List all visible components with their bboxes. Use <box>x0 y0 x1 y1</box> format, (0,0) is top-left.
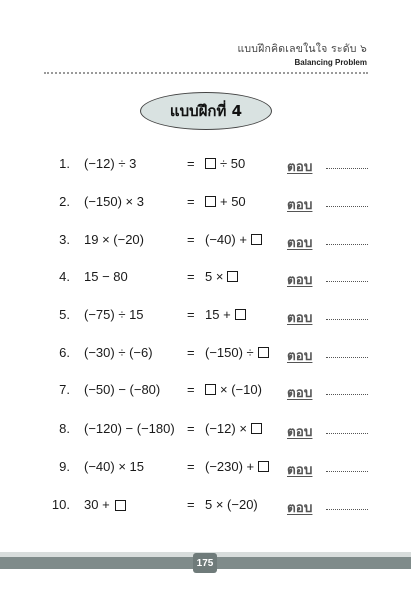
answer-blank-box <box>235 309 246 320</box>
equals-sign: = <box>187 232 195 247</box>
exercise-title: แบบฝึกที่ 4 <box>169 102 243 120</box>
problem-row <box>0 459 411 479</box>
problem-right-side <box>205 421 266 436</box>
answer-blank-box <box>251 423 262 434</box>
equals-sign: = <box>187 421 195 436</box>
problem-right-side <box>205 345 273 360</box>
problem-left-side <box>84 497 126 512</box>
answer-dotted-line <box>326 281 368 282</box>
problem-left-side <box>84 459 144 474</box>
dotted-divider <box>44 72 368 74</box>
problem-right-side <box>205 194 246 209</box>
problem-number: 4. <box>59 269 70 284</box>
problem-number: 1. <box>59 156 70 171</box>
problem-left-side <box>84 269 128 284</box>
problem-row <box>0 497 411 517</box>
problem-left-side <box>84 345 153 360</box>
answer-blank-box <box>258 461 269 472</box>
equals-sign: = <box>187 156 195 171</box>
answer-dotted-line <box>326 319 368 320</box>
problem-number: 3. <box>59 232 70 247</box>
left-expression: (−75) ÷ 15 <box>84 307 144 322</box>
answer-blank-box <box>205 196 216 207</box>
problem-right-side <box>205 459 273 474</box>
answer-dotted-line <box>326 168 368 169</box>
problem-number: 8. <box>59 421 70 436</box>
equals-sign: = <box>187 269 195 284</box>
right-expression-prefix: 15 + <box>205 307 231 322</box>
right-expression-prefix: (−150) ÷ <box>205 345 254 360</box>
answer-dotted-line <box>326 509 368 510</box>
answer-label: ตอบ <box>287 310 313 326</box>
equals-sign: = <box>187 345 195 360</box>
left-expression: (−120) − (−180) <box>84 421 175 436</box>
header-title: แบบฝึกคิดเลขในใจ ระดับ ๖ <box>237 43 367 55</box>
problem-right-side <box>205 156 245 171</box>
right-expression-suffix: × (−10) <box>220 382 262 397</box>
answer-label: ตอบ <box>287 462 313 478</box>
left-expression: (−30) ÷ (−6) <box>84 345 153 360</box>
problem-row <box>0 156 411 176</box>
problem-left-side <box>84 307 144 322</box>
problem-row <box>0 345 411 365</box>
left-expression: (−12) ÷ 3 <box>84 156 137 171</box>
answer-blank-box <box>205 384 216 395</box>
answer-label: ตอบ <box>287 159 313 175</box>
answer-label: ตอบ <box>287 500 313 516</box>
problem-number: 7. <box>59 382 70 397</box>
answer-label: ตอบ <box>287 424 313 440</box>
left-expression: (−150) × 3 <box>84 194 144 209</box>
right-expression-prefix: (−12) × <box>205 421 247 436</box>
right-expression-prefix: 5 × (−20) <box>205 497 258 512</box>
problem-left-side <box>84 232 144 247</box>
answer-blank-box <box>227 271 238 282</box>
header-subtitle: Balancing Problem <box>294 58 367 67</box>
problem-right-side <box>205 269 242 284</box>
equals-sign: = <box>187 497 195 512</box>
page-number: 175 <box>193 553 217 573</box>
answer-label: ตอบ <box>287 272 313 288</box>
answer-blank-box <box>258 347 269 358</box>
problem-row <box>0 194 411 214</box>
answer-label: ตอบ <box>287 235 313 251</box>
problem-row <box>0 269 411 289</box>
problem-left-side <box>84 382 160 397</box>
left-expression: 30 + <box>84 497 110 512</box>
equals-sign: = <box>187 459 195 474</box>
exercise-title-pill <box>140 92 272 130</box>
answer-label: ตอบ <box>287 348 313 364</box>
problem-number: 2. <box>59 194 70 209</box>
answer-dotted-line <box>326 357 368 358</box>
equals-sign: = <box>187 382 195 397</box>
problem-row <box>0 421 411 441</box>
right-expression-suffix: ÷ 50 <box>220 156 246 171</box>
problem-left-side <box>84 194 144 209</box>
left-expression: (−50) − (−80) <box>84 382 161 397</box>
answer-dotted-line <box>326 244 368 245</box>
problem-right-side <box>205 497 262 512</box>
problem-left-side <box>84 156 136 171</box>
equals-sign: = <box>187 307 195 322</box>
right-expression-prefix: 5 × <box>205 269 224 284</box>
problem-right-side <box>205 307 250 322</box>
left-expression: (−40) × 15 <box>84 459 144 474</box>
left-expression: 15 − 80 <box>84 269 128 284</box>
problem-number: 9. <box>59 459 70 474</box>
answer-label: ตอบ <box>287 385 313 401</box>
problem-right-side <box>205 232 266 247</box>
answer-dotted-line <box>326 471 368 472</box>
problem-left-side <box>84 421 175 436</box>
right-expression-prefix: (−40) + <box>205 232 247 247</box>
problem-number: 5. <box>59 307 70 322</box>
right-expression-suffix: + 50 <box>220 194 246 209</box>
problem-row <box>0 307 411 327</box>
problem-number: 6. <box>59 345 70 360</box>
problem-row <box>0 382 411 402</box>
answer-dotted-line <box>326 394 368 395</box>
answer-blank-box <box>205 158 216 169</box>
problem-row <box>0 232 411 252</box>
problem-right-side <box>205 382 262 397</box>
problem-number: 10. <box>51 497 70 512</box>
answer-dotted-line <box>326 433 368 434</box>
equals-sign: = <box>187 194 195 209</box>
answer-label: ตอบ <box>287 197 313 213</box>
answer-dotted-line <box>326 206 368 207</box>
left-expression: 19 × (−20) <box>84 232 144 247</box>
right-expression-prefix: (−230) + <box>205 459 255 474</box>
answer-blank-box <box>251 234 262 245</box>
answer-blank-box <box>115 500 126 511</box>
